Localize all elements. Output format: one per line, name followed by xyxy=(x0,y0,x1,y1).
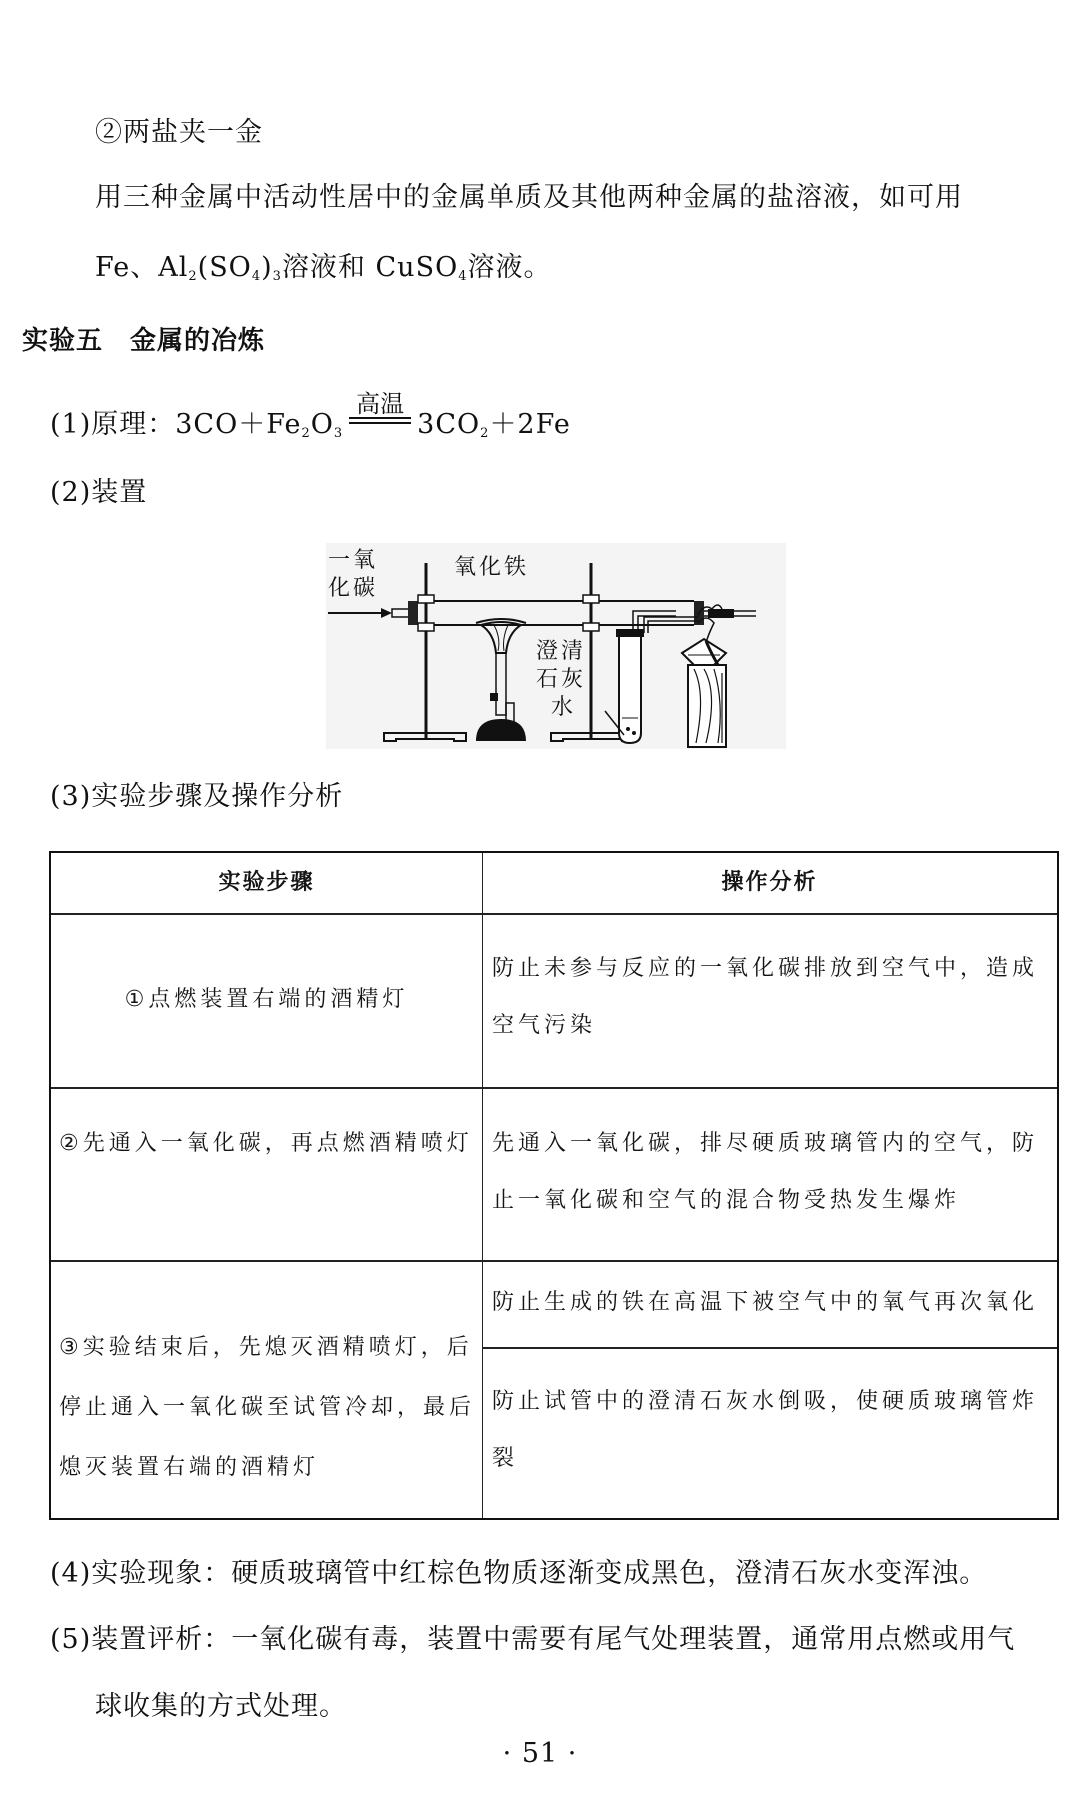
text-end: 溶液。 xyxy=(467,252,552,283)
header-step: 实验步骤 xyxy=(218,870,315,895)
reaction-condition: 高温 xyxy=(356,390,405,418)
evaluation-line1: (5)装置评析：一氧化碳有毒，装置中需要有尾气处理装置，通常用点燃或用气 xyxy=(50,1624,1016,1655)
table-row-2-analysis: 先通入一氧化碳，排尽硬质玻璃管内的空气，防止一氧化碳和空气的混合物受热发生爆炸 xyxy=(492,1131,1039,1213)
table-row-3-step: ③实验结束后，先熄灭酒精喷灯，后停止通入一氧化碳至试管冷却，最后熄灭装置右端的酒精灯 xyxy=(59,1335,476,1480)
row-divider xyxy=(51,1087,1057,1089)
reaction-condition-sign xyxy=(349,390,411,433)
limewater-label-line2: 石灰 xyxy=(536,667,587,692)
subscript: 4 xyxy=(458,269,468,284)
subscript: 2 xyxy=(301,426,311,441)
evaluation-line2: 球收集的方式处理。 xyxy=(95,1691,347,1722)
text-mid: 溶液和 CuSO xyxy=(281,252,459,283)
column-divider xyxy=(482,853,483,1518)
table-row-1-analysis: 防止未参与反应的一氧化碳排放到空气中，造成空气污染 xyxy=(492,956,1039,1038)
header-analysis: 操作分析 xyxy=(721,870,818,895)
subscript: 3 xyxy=(272,269,282,284)
page-number: · 51 · xyxy=(502,1738,578,1769)
product-co2: 3CO xyxy=(417,409,481,440)
table-row-2-step: ②先通入一氧化碳，再点燃酒精喷灯 xyxy=(59,1131,473,1156)
table-row-3-analysis-1: 防止生成的铁在高温下被空气中的氧气再次氧化 xyxy=(492,1290,1039,1315)
apparatus-diagram xyxy=(326,543,786,749)
limewater-label-line1: 澄清 xyxy=(536,639,587,664)
subscript: 2 xyxy=(188,269,198,284)
intro-paragraph-line2 xyxy=(95,251,551,285)
limewater-label-line3: 水 xyxy=(551,695,577,720)
co-label-line1: 一氧 xyxy=(328,548,379,573)
principle-label: (1)原理： xyxy=(50,409,176,440)
apparatus-label: (2)装置 xyxy=(50,477,148,508)
step-text: ①点燃装置右端的酒精灯 xyxy=(124,987,409,1012)
subheading-two-salts-one-metal: ②两盐夹一金 xyxy=(95,117,263,148)
section-title: 实验五 金属的冶炼 xyxy=(22,326,266,356)
row-divider xyxy=(51,1260,1057,1262)
subscript: 4 xyxy=(251,269,262,284)
reactant-o: O xyxy=(310,409,334,440)
text-paren-close: ) xyxy=(261,252,273,283)
co-label-line2: 化碳 xyxy=(328,576,379,601)
table-row-3-analysis-2: 防止试管中的澄清石灰水倒吸，使硬质玻璃管炸裂 xyxy=(492,1389,1039,1471)
steps-table xyxy=(49,851,1059,1520)
text-fe-al: Fe、Al xyxy=(95,252,189,283)
subrow-divider xyxy=(482,1347,1057,1349)
product-fe: ＋2Fe xyxy=(489,409,571,440)
table-row-1-step xyxy=(51,913,482,1087)
steps-label: (3)实验步骤及操作分析 xyxy=(50,781,344,812)
phenomenon-text: (4)实验现象：硬质玻璃管中红棕色物质逐渐变成黑色，澄清石灰水变浑浊。 xyxy=(50,1558,988,1589)
subscript: 3 xyxy=(333,426,344,441)
text-so4: (SO xyxy=(197,252,252,283)
principle-equation xyxy=(50,390,571,442)
reactant-co-fe: 3CO＋Fe xyxy=(175,409,302,440)
subscript: 2 xyxy=(480,426,490,441)
intro-paragraph-line1: 用三种金属中活动性居中的金属单质及其他两种金属的盐溶液，如可用 xyxy=(95,182,963,213)
iron-oxide-label: 氧化铁 xyxy=(454,555,530,580)
